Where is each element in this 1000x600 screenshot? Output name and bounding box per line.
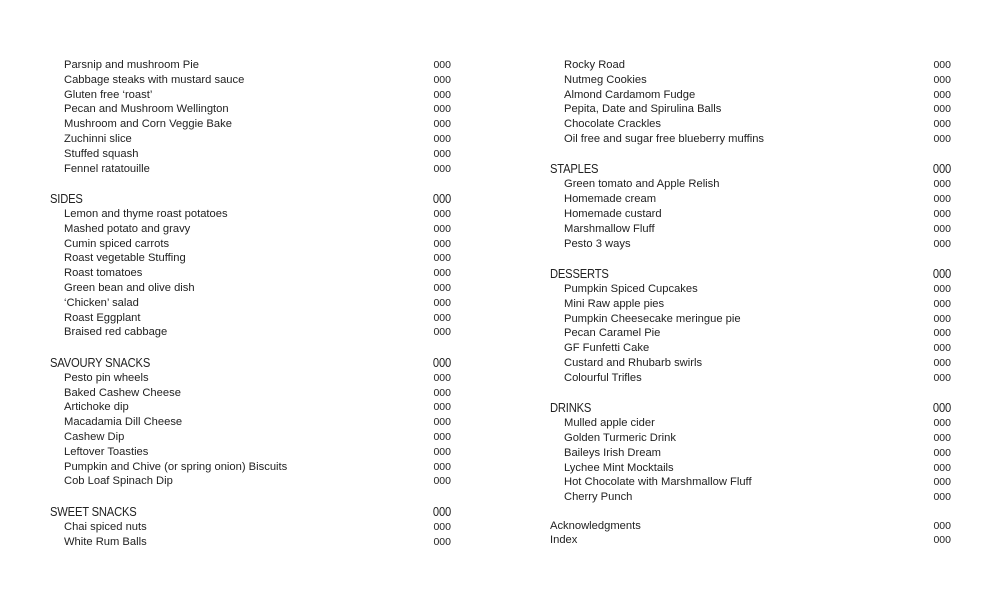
toc-entry	[550, 475, 951, 490]
toc-entry	[50, 371, 451, 386]
back-matter-entries	[550, 519, 951, 549]
entry-title: Rocky Road	[564, 59, 625, 71]
toc-entry	[50, 430, 451, 445]
entry-page-number: 000	[933, 73, 951, 86]
entry-title: Pepita, Date and Spirulina Balls	[564, 103, 722, 116]
intro-entries-right	[550, 58, 951, 147]
toc-entry	[50, 520, 451, 535]
entry-title: Braised red cabbage	[64, 326, 168, 339]
entry-page-number: 000	[933, 88, 951, 101]
entry-title: Green bean and olive dish	[64, 281, 195, 294]
entry-title: Pecan Caramel Pie	[564, 327, 661, 340]
section-gap	[50, 176, 451, 190]
section-page-number: 000	[432, 190, 452, 206]
entry-page-number: 000	[433, 311, 451, 324]
entry-title: Oil free and sugar free blueberry muffins	[564, 132, 765, 145]
sweet-snacks-entries	[50, 520, 451, 550]
entry-page-number: 000	[933, 371, 951, 384]
toc-entry	[50, 162, 451, 177]
section-page-number: 000	[932, 161, 952, 177]
entry-title: Homemade cream	[564, 193, 657, 206]
entry-page-number: 000	[433, 371, 451, 384]
toc-entry	[550, 88, 951, 103]
entry-page-number: 000	[933, 417, 951, 430]
section-page-number: 000	[432, 354, 452, 370]
entry-page-number: 000	[433, 147, 451, 160]
section-page-number: 000	[932, 265, 952, 281]
toc-entry	[50, 325, 451, 340]
entry-page-number: 000	[433, 401, 451, 414]
entry-page-number: 000	[933, 491, 951, 504]
toc-entry	[50, 58, 451, 73]
entry-title: Artichoke dip	[64, 401, 129, 414]
toc-entry	[550, 341, 951, 356]
entry-page-number: 000	[933, 132, 951, 145]
toc-entry	[550, 222, 951, 237]
toc-entry	[50, 400, 451, 415]
section-page-number: 000	[932, 400, 952, 416]
toc-entry	[550, 431, 951, 446]
toc-entry	[50, 147, 451, 162]
toc-entry	[50, 460, 451, 475]
entry-title: Cumin spiced carrots	[64, 237, 170, 250]
entry-page-number: 000	[433, 296, 451, 309]
entry-title: GF Funfetti Cake	[564, 342, 650, 355]
entry-page-number: 000	[433, 460, 451, 473]
toc-entry	[50, 222, 451, 237]
entry-page-number: 000	[433, 118, 451, 131]
entry-page-number: 000	[433, 237, 451, 250]
entry-page-number: 000	[433, 535, 451, 548]
entry-page-number: 000	[933, 534, 951, 547]
entry-page-number: 000	[933, 59, 951, 71]
toc-right-column	[550, 58, 951, 548]
toc-entry	[550, 117, 951, 132]
entry-page-number: 000	[433, 59, 451, 71]
entry-page-number: 000	[433, 207, 451, 220]
entry-page-number: 000	[433, 520, 451, 533]
section-title: STAPLES	[550, 161, 599, 177]
entry-title: Roast vegetable Stuffing	[64, 252, 186, 265]
entry-title: Green tomato and Apple Relish	[564, 178, 720, 191]
entry-title: Cabbage steaks with mustard sauce	[64, 73, 245, 86]
section-title: DESSERTS	[550, 265, 609, 281]
section-gap	[550, 386, 951, 400]
entry-page-number: 000	[433, 326, 451, 339]
toc-entry	[50, 296, 451, 311]
toc-entry	[50, 445, 451, 460]
entry-page-number: 000	[433, 73, 451, 86]
entry-title: Colourful Trifles	[564, 371, 642, 384]
entry-title: Roast tomatoes	[64, 267, 143, 280]
entry-page-number: 000	[933, 297, 951, 310]
entry-page-number: 000	[933, 178, 951, 191]
toc-entry	[50, 73, 451, 88]
entry-title: Custard and Rhubarb swirls	[564, 356, 703, 369]
entry-page-number: 000	[433, 281, 451, 294]
toc-entry	[50, 88, 451, 103]
entry-title: Cashew Dip	[64, 430, 125, 443]
desserts-entries	[550, 282, 951, 386]
toc-entry	[550, 192, 951, 207]
entry-page-number: 000	[933, 476, 951, 489]
entry-title: Pesto 3 ways	[564, 237, 631, 250]
toc-entry	[550, 297, 951, 312]
entry-page-number: 000	[933, 237, 951, 250]
toc-entry	[550, 461, 951, 476]
sides-entries	[50, 207, 451, 340]
entry-title: Roast Eggplant	[64, 311, 141, 324]
toc-entry	[550, 533, 951, 548]
section-heading-sweet-snacks	[50, 503, 451, 520]
section-title: SAVOURY SNACKS	[50, 354, 151, 370]
entry-page-number: 000	[433, 267, 451, 280]
entry-page-number: 000	[933, 282, 951, 295]
entry-page-number: 000	[433, 162, 451, 175]
toc-entry	[550, 326, 951, 341]
staples-entries	[550, 177, 951, 251]
entry-title: Pumpkin Spiced Cupcakes	[564, 282, 698, 295]
toc-entry	[50, 386, 451, 401]
toc-entry	[550, 237, 951, 252]
section-heading-sides	[50, 190, 451, 207]
toc-entry	[550, 371, 951, 386]
entry-title: Mini Raw apple pies	[564, 297, 665, 310]
entry-title: ‘Chicken’ salad	[64, 296, 139, 309]
toc-entry	[550, 132, 951, 147]
entry-page-number: 000	[933, 312, 951, 325]
entry-page-number: 000	[433, 252, 451, 265]
entry-title: Golden Turmeric Drink	[564, 431, 676, 444]
toc-entry	[50, 251, 451, 266]
toc-entry	[550, 282, 951, 297]
entry-page-number: 000	[433, 386, 451, 399]
toc-entry	[550, 177, 951, 192]
toc-entry	[50, 117, 451, 132]
toc-entry	[50, 415, 451, 430]
intro-entries-left	[50, 58, 451, 176]
entry-page-number: 000	[933, 461, 951, 474]
toc-entry	[50, 311, 451, 326]
toc-entry	[50, 237, 451, 252]
entry-title: Cherry Punch	[564, 491, 633, 504]
entry-title: Stuffed squash	[64, 147, 139, 160]
entry-title: Zuchinni slice	[64, 132, 132, 145]
entry-page-number: 000	[933, 431, 951, 444]
entry-page-number: 000	[433, 88, 451, 101]
section-title: DRINKS	[550, 400, 592, 416]
toc-entry	[50, 281, 451, 296]
entry-title: Chai spiced nuts	[64, 520, 147, 533]
entry-title: Baked Cashew Cheese	[64, 386, 181, 399]
entry-title: Pesto pin wheels	[64, 371, 149, 384]
entry-page-number: 000	[433, 416, 451, 429]
toc-entry	[550, 416, 951, 431]
section-heading-staples	[550, 160, 951, 177]
savoury-snacks-entries	[50, 371, 451, 489]
entry-page-number: 000	[433, 430, 451, 443]
toc-entry	[550, 446, 951, 461]
section-heading-savoury-snacks	[50, 354, 451, 371]
entry-title: Mushroom and Corn Veggie Bake	[64, 118, 232, 131]
section-heading-desserts	[550, 265, 951, 282]
entry-page-number: 000	[933, 342, 951, 355]
entry-title: Baileys Irish Dream	[564, 446, 661, 459]
entry-page-number: 000	[933, 193, 951, 206]
toc-entry	[550, 73, 951, 88]
entry-title: Nutmeg Cookies	[564, 73, 647, 86]
entry-title: Lemon and thyme roast potatoes	[64, 207, 228, 220]
toc-entry	[550, 207, 951, 222]
entry-title: Pumpkin and Chive (or spring onion) Biscuits	[64, 460, 288, 473]
entry-page-number: 000	[433, 103, 451, 116]
entry-title: Leftover Toasties	[64, 445, 149, 458]
entry-title: Marshmallow Fluff	[564, 222, 655, 235]
toc-entry	[550, 102, 951, 117]
entry-title: Acknowledgments	[550, 519, 641, 532]
entry-title: Mashed potato and gravy	[64, 222, 191, 235]
drinks-entries	[550, 416, 951, 505]
entry-title: Fennel ratatouille	[64, 162, 150, 175]
toc-entry	[50, 132, 451, 147]
entry-title: Pecan and Mushroom Wellington	[64, 103, 229, 116]
section-gap	[50, 489, 451, 503]
entry-page-number: 000	[933, 207, 951, 220]
entry-title: Pumpkin Cheesecake meringue pie	[564, 312, 741, 325]
toc-entry	[550, 519, 951, 534]
entry-title: Gluten free ‘roast’	[64, 88, 153, 101]
toc-entry	[50, 266, 451, 281]
entry-page-number: 000	[933, 222, 951, 235]
section-gap	[550, 147, 951, 161]
entry-title: Chocolate Crackles	[564, 118, 662, 131]
entry-page-number: 000	[433, 445, 451, 458]
entry-page-number: 000	[933, 356, 951, 369]
entry-title: Macadamia Dill Cheese	[64, 416, 183, 429]
entry-title: Homemade custard	[564, 207, 662, 220]
toc-entry	[50, 102, 451, 117]
section-title: SIDES	[50, 190, 83, 206]
entry-page-number: 000	[433, 222, 451, 235]
section-title: SWEET SNACKS	[50, 503, 137, 519]
entry-page-number: 000	[933, 327, 951, 340]
entry-title: Index	[550, 534, 578, 547]
section-gap	[50, 340, 451, 354]
entry-title: White Rum Balls	[64, 535, 147, 548]
entry-title: Cob Loaf Spinach Dip	[64, 475, 173, 488]
toc-entry	[550, 490, 951, 505]
toc-left-column	[50, 58, 451, 549]
section-heading-drinks	[550, 399, 951, 416]
toc-entry	[550, 312, 951, 327]
section-gap	[550, 505, 951, 519]
entry-page-number: 000	[433, 475, 451, 488]
toc-entry	[550, 58, 951, 73]
entry-title: Lychee Mint Mocktails	[564, 461, 674, 474]
entry-page-number: 000	[933, 118, 951, 131]
toc-entry	[50, 474, 451, 489]
section-gap	[550, 251, 951, 265]
entry-title: Hot Chocolate with Marshmallow Fluff	[564, 476, 752, 489]
toc-entry	[50, 535, 451, 550]
entry-page-number: 000	[933, 446, 951, 459]
entry-page-number: 000	[933, 103, 951, 116]
toc-entry	[50, 207, 451, 222]
entry-page-number: 000	[433, 132, 451, 145]
entry-title: Mulled apple cider	[564, 417, 655, 430]
entry-title: Parsnip and mushroom Pie	[64, 59, 199, 71]
entry-page-number: 000	[933, 519, 951, 532]
entry-title: Almond Cardamom Fudge	[564, 88, 696, 101]
toc-entry	[550, 356, 951, 371]
section-page-number: 000	[432, 503, 452, 519]
